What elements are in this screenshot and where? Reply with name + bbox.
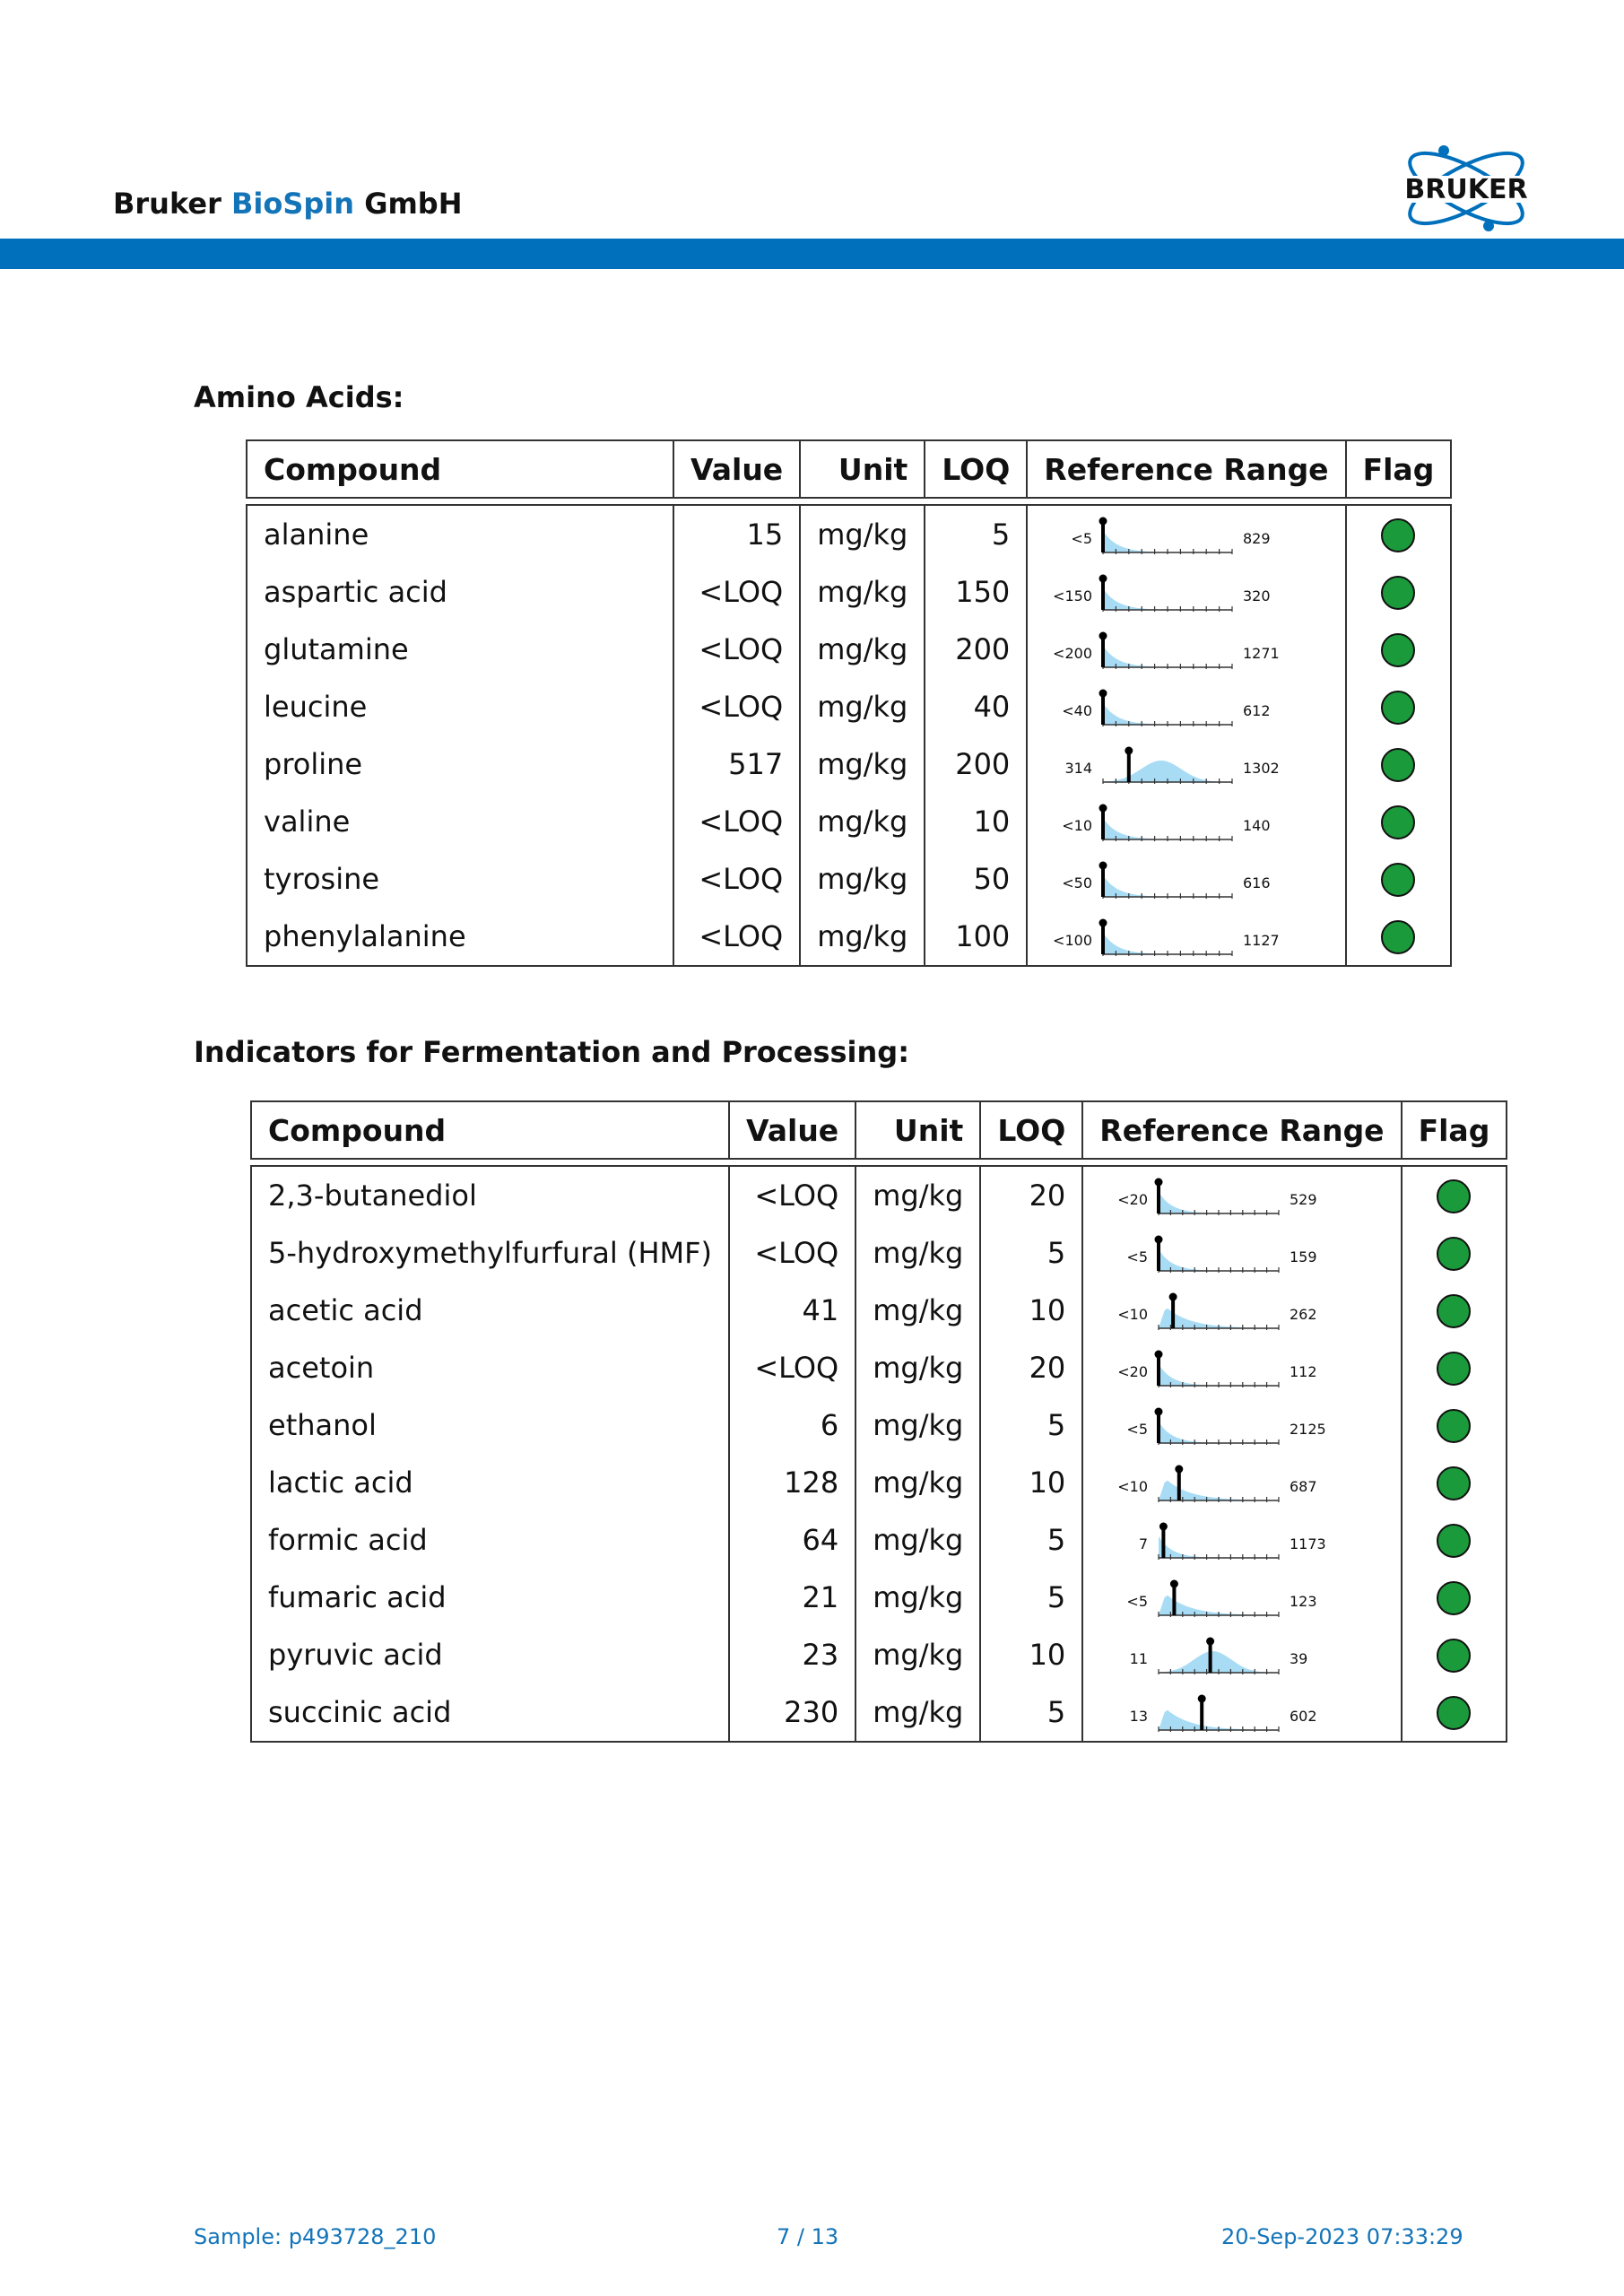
reference-range-plot (1028, 621, 1302, 678)
cell-flag (1402, 1396, 1507, 1454)
reference-range-plot (1083, 1339, 1349, 1396)
range-high-label: 1271 (1243, 645, 1280, 662)
cell-compound: fumaric acid (251, 1569, 729, 1626)
cell-value: <LOQ (673, 621, 800, 678)
cell-reference-range (1027, 621, 1345, 678)
cell-unit: mg/kg (855, 1282, 980, 1339)
table-row (247, 678, 1451, 735)
range-low-label: 7 (1139, 1535, 1149, 1552)
table-row (251, 1396, 1507, 1454)
value-marker-dot (1159, 1523, 1168, 1531)
bruker-logo-icon (1381, 142, 1551, 235)
range-low-label: <10 (1062, 817, 1093, 834)
cell-loq: 10 (980, 1282, 1082, 1339)
cell-loq: 150 (925, 563, 1027, 621)
range-high-label: 1302 (1243, 760, 1280, 777)
column-header: LOQ (925, 440, 1027, 498)
column-header: Value (673, 440, 800, 498)
value-marker-dot (1155, 1236, 1163, 1244)
value-marker-dot (1155, 1178, 1163, 1187)
value-marker-dot (1099, 575, 1107, 583)
reference-range-plot (1028, 850, 1302, 908)
reference-range-plot (1028, 563, 1302, 621)
range-low-label: 314 (1064, 760, 1093, 777)
cell-flag (1402, 1166, 1507, 1224)
cell-loq: 100 (925, 908, 1027, 966)
cell-reference-range (1082, 1511, 1401, 1569)
green-icon (1437, 1639, 1471, 1673)
reference-range-plot (1028, 908, 1302, 965)
cell-compound: pyruvic acid (251, 1626, 729, 1683)
green-icon (1381, 576, 1415, 610)
footer-page-number: 7 / 13 (777, 2224, 839, 2249)
table-row (251, 1224, 1507, 1282)
cell-unit: mg/kg (855, 1511, 980, 1569)
column-header: Value (729, 1101, 855, 1159)
value-marker-dot (1155, 1408, 1163, 1416)
cell-compound: acetic acid (251, 1282, 729, 1339)
cell-unit: mg/kg (800, 563, 925, 621)
cell-value: <LOQ (673, 908, 800, 966)
cell-unit: mg/kg (855, 1569, 980, 1626)
cell-value: <LOQ (729, 1224, 855, 1282)
green-icon (1437, 1696, 1471, 1730)
cell-unit: mg/kg (855, 1224, 980, 1282)
range-low-label: <5 (1126, 1593, 1149, 1610)
cell-compound: tyrosine (247, 850, 673, 908)
column-header: LOQ (980, 1101, 1082, 1159)
table-row (251, 1569, 1507, 1626)
reference-range-plot (1083, 1167, 1349, 1224)
cell-value: <LOQ (729, 1339, 855, 1396)
cell-reference-range (1082, 1454, 1401, 1511)
cell-unit: mg/kg (800, 735, 925, 793)
cell-value: 517 (673, 735, 800, 793)
cell-reference-range (1027, 563, 1345, 621)
company-prefix: Bruker (113, 187, 221, 221)
cell-compound: ethanol (251, 1396, 729, 1454)
reference-range-plot (1083, 1626, 1349, 1683)
range-high-label: 140 (1243, 817, 1271, 834)
cell-unit: mg/kg (855, 1339, 980, 1396)
cell-compound: leucine (247, 678, 673, 735)
value-marker-dot (1125, 747, 1133, 755)
cell-flag (1402, 1569, 1507, 1626)
cell-value: 41 (729, 1282, 855, 1339)
green-icon (1437, 1524, 1471, 1558)
header-band (0, 239, 1624, 269)
range-high-label: 262 (1290, 1306, 1317, 1323)
cell-loq: 40 (925, 678, 1027, 735)
table-row (251, 1511, 1507, 1569)
section-title-fermentation: Indicators for Fermentation and Processing: (194, 1035, 909, 1069)
range-low-label: <50 (1062, 874, 1093, 891)
range-high-label: 123 (1290, 1593, 1317, 1610)
table-row (251, 1166, 1507, 1224)
cell-loq: 5 (925, 505, 1027, 563)
column-header: Flag (1346, 440, 1452, 498)
cell-reference-range (1082, 1166, 1401, 1224)
cell-reference-range (1027, 850, 1345, 908)
range-low-label: 11 (1129, 1650, 1149, 1667)
cell-reference-range (1027, 735, 1345, 793)
reference-range-plot (1083, 1224, 1349, 1282)
cell-unit: mg/kg (855, 1626, 980, 1683)
company-name (113, 187, 462, 221)
table-row (247, 621, 1451, 678)
fermentation-table (250, 1100, 1507, 1743)
range-high-label: 687 (1290, 1478, 1317, 1495)
range-high-label: 1127 (1243, 932, 1280, 949)
cell-flag (1402, 1282, 1507, 1339)
cell-flag (1402, 1454, 1507, 1511)
range-high-label: 159 (1290, 1248, 1317, 1265)
cell-reference-range (1082, 1396, 1401, 1454)
value-marker-dot (1099, 804, 1107, 813)
column-header: Compound (251, 1101, 729, 1159)
value-marker-dot (1099, 690, 1107, 698)
reference-range-plot (1083, 1454, 1349, 1511)
footer-timestamp: 20-Sep-2023 07:33:29 (1221, 2224, 1463, 2249)
cell-compound: valine (247, 793, 673, 850)
cell-flag (1402, 1224, 1507, 1282)
cell-unit: mg/kg (800, 850, 925, 908)
table-row (247, 850, 1451, 908)
range-high-label: 612 (1243, 702, 1271, 719)
range-low-label: <10 (1117, 1478, 1149, 1495)
value-marker-dot (1099, 517, 1107, 526)
cell-flag (1346, 505, 1452, 563)
value-marker-dot (1206, 1638, 1214, 1646)
cell-value: 21 (729, 1569, 855, 1626)
green-icon (1437, 1466, 1471, 1500)
reference-range-plot (1083, 1683, 1349, 1741)
range-high-label: 616 (1243, 874, 1271, 891)
cell-value: 23 (729, 1626, 855, 1683)
cell-loq: 10 (980, 1454, 1082, 1511)
range-high-label: 1173 (1290, 1535, 1326, 1552)
value-marker-dot (1169, 1293, 1177, 1301)
column-header: Reference Range (1082, 1101, 1401, 1159)
range-high-label: 320 (1243, 587, 1271, 604)
range-low-label: <200 (1053, 645, 1093, 662)
green-icon (1381, 863, 1415, 897)
column-header: Reference Range (1027, 440, 1345, 498)
green-icon (1381, 748, 1415, 782)
cell-loq: 200 (925, 735, 1027, 793)
range-low-label: 13 (1129, 1708, 1149, 1725)
cell-flag (1346, 793, 1452, 850)
cell-reference-range (1027, 505, 1345, 563)
cell-reference-range (1027, 908, 1345, 966)
cell-value: <LOQ (673, 850, 800, 908)
reference-range-plot (1083, 1569, 1349, 1626)
cell-loq: 20 (980, 1339, 1082, 1396)
range-low-label: <10 (1117, 1306, 1149, 1323)
logo-text: BRUKER (1404, 174, 1528, 205)
value-marker-dot (1170, 1580, 1178, 1588)
cell-compound: aspartic acid (247, 563, 673, 621)
range-low-label: <5 (1126, 1421, 1149, 1438)
reference-range-plot (1083, 1511, 1349, 1569)
cell-unit: mg/kg (855, 1683, 980, 1742)
table-row (251, 1339, 1507, 1396)
table-row (247, 735, 1451, 793)
cell-loq: 5 (980, 1511, 1082, 1569)
table-row (247, 505, 1451, 563)
cell-loq: 10 (925, 793, 1027, 850)
cell-compound: succinic acid (251, 1683, 729, 1742)
reference-range-plot (1028, 506, 1302, 563)
cell-compound: 5-hydroxymethylfurfural (HMF) (251, 1224, 729, 1282)
value-marker-dot (1099, 632, 1107, 640)
cell-reference-range (1082, 1569, 1401, 1626)
cell-reference-range (1082, 1224, 1401, 1282)
cell-value: 64 (729, 1511, 855, 1569)
table-row (251, 1683, 1507, 1742)
green-icon (1437, 1179, 1471, 1213)
cell-loq: 5 (980, 1683, 1082, 1742)
green-icon (1437, 1581, 1471, 1615)
company-suffix: GmbH (364, 187, 463, 221)
cell-value: <LOQ (729, 1166, 855, 1224)
cell-value: <LOQ (673, 678, 800, 735)
cell-compound: 2,3-butanediol (251, 1166, 729, 1224)
reference-range-plot (1083, 1282, 1349, 1339)
cell-compound: phenylalanine (247, 908, 673, 966)
cell-unit: mg/kg (800, 621, 925, 678)
cell-value: 230 (729, 1683, 855, 1742)
table-row (251, 1454, 1507, 1511)
range-high-label: 2125 (1290, 1421, 1326, 1438)
cell-value: 15 (673, 505, 800, 563)
cell-compound: alanine (247, 505, 673, 563)
cell-loq: 20 (980, 1166, 1082, 1224)
cell-compound: glutamine (247, 621, 673, 678)
cell-compound: proline (247, 735, 673, 793)
cell-flag (1402, 1339, 1507, 1396)
green-icon (1437, 1409, 1471, 1443)
cell-reference-range (1082, 1282, 1401, 1339)
cell-flag (1346, 621, 1452, 678)
cell-flag (1402, 1683, 1507, 1742)
cell-flag (1402, 1626, 1507, 1683)
range-low-label: <5 (1126, 1248, 1149, 1265)
value-marker-dot (1155, 1351, 1163, 1359)
cell-unit: mg/kg (800, 678, 925, 735)
cell-loq: 200 (925, 621, 1027, 678)
green-icon (1381, 805, 1415, 839)
reference-range-plot (1028, 735, 1302, 793)
company-highlight: BioSpin (231, 187, 355, 221)
table-row (251, 1282, 1507, 1339)
green-icon (1437, 1352, 1471, 1386)
cell-unit: mg/kg (855, 1454, 980, 1511)
range-low-label: <20 (1117, 1363, 1149, 1380)
cell-unit: mg/kg (855, 1166, 980, 1224)
cell-loq: 10 (980, 1626, 1082, 1683)
cell-value: <LOQ (673, 793, 800, 850)
cell-flag (1346, 735, 1452, 793)
cell-loq: 50 (925, 850, 1027, 908)
value-marker-dot (1099, 919, 1107, 927)
cell-unit: mg/kg (800, 505, 925, 563)
cell-unit: mg/kg (800, 793, 925, 850)
footer-sample: Sample: p493728_210 (194, 2224, 437, 2249)
cell-loq: 5 (980, 1396, 1082, 1454)
cell-value: 6 (729, 1396, 855, 1454)
cell-flag (1346, 678, 1452, 735)
value-marker-dot (1099, 862, 1107, 870)
range-low-label: <150 (1053, 587, 1093, 604)
green-icon (1381, 691, 1415, 725)
range-low-label: <5 (1071, 530, 1093, 547)
cell-unit: mg/kg (855, 1396, 980, 1454)
cell-flag (1346, 850, 1452, 908)
cell-reference-range (1082, 1339, 1401, 1396)
column-header: Flag (1402, 1101, 1507, 1159)
cell-loq: 5 (980, 1224, 1082, 1282)
range-high-label: 602 (1290, 1708, 1317, 1725)
cell-flag (1346, 563, 1452, 621)
cell-compound: formic acid (251, 1511, 729, 1569)
cell-reference-range (1082, 1683, 1401, 1742)
cell-value: <LOQ (673, 563, 800, 621)
green-icon (1437, 1294, 1471, 1328)
section-title-amino-acids: Amino Acids: (194, 380, 404, 414)
value-marker-dot (1176, 1465, 1184, 1474)
column-header: Unit (855, 1101, 980, 1159)
green-icon (1381, 920, 1415, 954)
reference-range-plot (1083, 1396, 1349, 1454)
range-high-label: 39 (1290, 1650, 1308, 1667)
table-row (247, 793, 1451, 850)
range-low-label: <40 (1062, 702, 1093, 719)
cell-reference-range (1027, 793, 1345, 850)
cell-loq: 5 (980, 1569, 1082, 1626)
reference-range-plot (1028, 678, 1302, 735)
green-icon (1381, 633, 1415, 667)
range-high-label: 829 (1243, 530, 1271, 547)
green-icon (1437, 1237, 1471, 1271)
green-icon (1381, 518, 1415, 552)
cell-reference-range (1082, 1626, 1401, 1683)
column-header: Unit (800, 440, 925, 498)
range-high-label: 529 (1290, 1191, 1317, 1208)
cell-compound: lactic acid (251, 1454, 729, 1511)
value-marker-dot (1198, 1695, 1206, 1703)
cell-unit: mg/kg (800, 908, 925, 966)
range-high-label: 112 (1290, 1363, 1317, 1380)
cell-flag (1346, 908, 1452, 966)
reference-range-plot (1028, 793, 1302, 850)
range-low-label: <20 (1117, 1191, 1149, 1208)
cell-value: 128 (729, 1454, 855, 1511)
column-header: Compound (247, 440, 673, 498)
cell-flag (1402, 1511, 1507, 1569)
cell-reference-range (1027, 678, 1345, 735)
cell-compound: acetoin (251, 1339, 729, 1396)
amino-acids-table (246, 439, 1452, 967)
range-low-label: <100 (1053, 932, 1093, 949)
table-row (247, 563, 1451, 621)
table-row (251, 1626, 1507, 1683)
table-row (247, 908, 1451, 966)
